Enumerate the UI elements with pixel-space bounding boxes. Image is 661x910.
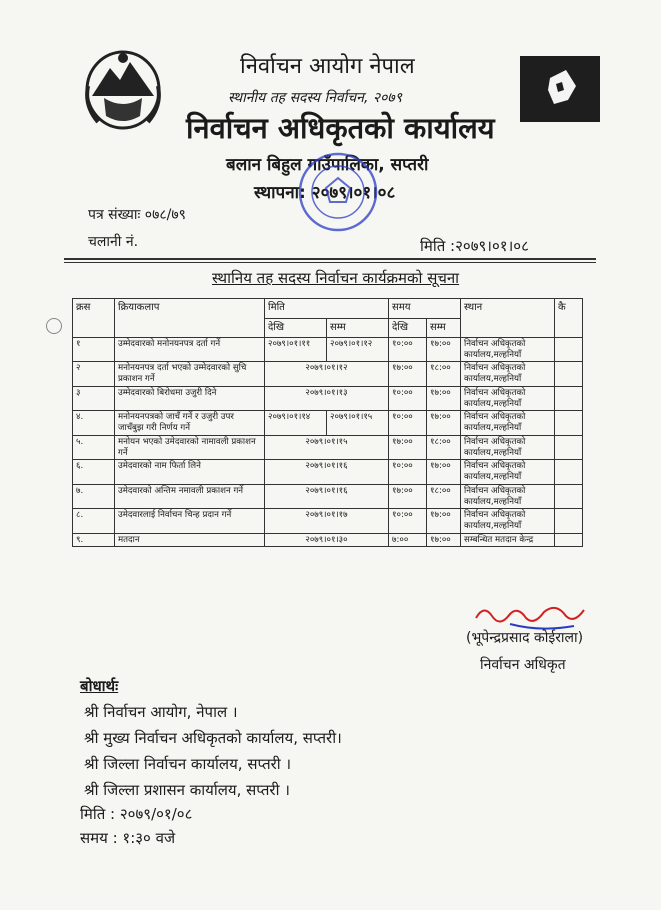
cell-place: निर्वाचन अधिकृतको कार्यालय,मल्हनियाँ [461, 460, 555, 484]
table-row [73, 411, 583, 435]
punch-hole-icon [46, 318, 62, 334]
established-date: स्थापना: २०७९।०१।०८ [254, 183, 396, 203]
divider [64, 262, 596, 263]
cell-sn: ४. [73, 411, 115, 435]
cell-date: २०७९।०१।१३ [265, 386, 389, 410]
col-activity: क्रियाकलाप [115, 299, 265, 338]
cell-sn: ६. [73, 460, 115, 484]
col-remarks: कै [555, 299, 583, 338]
cell-sn: ८. [73, 509, 115, 533]
cell-activity: मनोनयनपत्र दर्ता भएको उम्मेदवारको सुचि प्रकाशन गर्ने [115, 362, 265, 386]
cell-remarks [555, 338, 583, 362]
cell-sn: ९. [73, 533, 115, 547]
table-row [73, 484, 583, 508]
cell-place: निर्वाचन अधिकृतको कार्यालय,मल्हनियाँ [461, 386, 555, 410]
cc-recipient: श्री जिल्ला निर्वाचन कार्यालय, सप्तरी । [84, 755, 292, 773]
election-name: स्थानीय तह सदस्य निर्वाचन, २०७९ [228, 90, 402, 106]
cell-time-to: १७:०० [427, 411, 461, 435]
office-stamp [296, 150, 380, 234]
cell-time-from: १७:०० [389, 435, 427, 459]
cell-activity: उमेदवारको नाम फिर्ता लिने [115, 460, 265, 484]
cell-time-to: १७:०० [427, 533, 461, 547]
cell-date: २०७९।०१।१६ [265, 484, 389, 508]
col-place: स्थान [461, 299, 555, 338]
table-row [73, 509, 583, 533]
col-time-from: देखि [389, 318, 427, 338]
cell-remarks [555, 509, 583, 533]
col-time: समय [389, 299, 461, 319]
notice-title: स्थानिय तह सदस्य निर्वाचन कार्यक्रमको सूचना [212, 269, 460, 287]
cell-activity: उम्मेदवारको मनोनयनपत्र दर्ता गर्ने [115, 338, 265, 362]
table-row [73, 338, 583, 362]
cell-time-to: १८:०० [427, 435, 461, 459]
election-logo-icon [520, 56, 600, 122]
table-row [73, 386, 583, 410]
letter-date: मिति :२०७९।०१।०८ [420, 237, 529, 255]
table-row [73, 460, 583, 484]
cell-place: निर्वाचन अधिकृतको कार्यालय,मल्हनियाँ [461, 411, 555, 435]
cell-time-from: १७:०० [389, 484, 427, 508]
cell-sn: १ [73, 338, 115, 362]
cell-date-to: २०७९।०१।१५ [327, 411, 389, 435]
cell-time-to: १७:०० [427, 509, 461, 533]
cell-time-to: १८:०० [427, 362, 461, 386]
dispatch-number: चलानी नं. [88, 234, 139, 250]
cc-time: समय : १:३० वजे [80, 829, 176, 847]
table-header-row [73, 299, 583, 319]
cell-activity: मनोनयनपत्रको जाचँ गर्ने र उजुरी उपर जाचँबुझ गरी निर्णय गर्ने [115, 411, 265, 435]
cell-date-to: २०७९।०१।१२ [327, 338, 389, 362]
cell-remarks [555, 362, 583, 386]
cell-activity: उमेदवारलाई निर्वाचन चिन्ह प्रदान गर्ने [115, 509, 265, 533]
cell-remarks [555, 484, 583, 508]
cell-time-from: १०:०० [389, 509, 427, 533]
cell-remarks [555, 460, 583, 484]
cell-remarks [555, 435, 583, 459]
col-date-from: देखि [265, 318, 327, 338]
cell-date-from: २०७९।०१।१४ [265, 411, 327, 435]
signatory-title: निर्वाचन अधिकृत [480, 657, 566, 673]
cell-remarks [555, 386, 583, 410]
office-location: बलान बिहुल गाउँपालिका, सप्तरी [226, 155, 429, 175]
cc-recipient: श्री जिल्ला प्रशासन कार्यालय, सप्तरी । [84, 781, 290, 799]
table-row [73, 362, 583, 386]
col-time-to: सम्म [427, 318, 461, 338]
cell-remarks [555, 411, 583, 435]
cell-activity: मतदान [115, 533, 265, 547]
table-row [73, 533, 583, 547]
cc-date: मिति : २०७९/०१/०८ [80, 805, 193, 823]
cell-date: २०७९।०१।३० [265, 533, 389, 547]
schedule-body [73, 338, 583, 547]
cell-time-from: १०:०० [389, 411, 427, 435]
cell-sn: ३ [73, 386, 115, 410]
cc-recipient: श्री निर्वाचन आयोग, नेपाल । [84, 703, 238, 721]
cell-time-from: १०:०० [389, 338, 427, 362]
cell-place: निर्वाचन अधिकृतको कार्यालय,मल्हनियाँ [461, 509, 555, 533]
cell-time-to: १७:०० [427, 338, 461, 362]
cell-time-from: ७:०० [389, 533, 427, 547]
cell-place: निर्वाचन अधिकृतको कार्यालय,मल्हनियाँ [461, 484, 555, 508]
cell-time-to: १७:०० [427, 386, 461, 410]
col-date-to: सम्म [327, 318, 389, 338]
cell-date: २०७९।०१।१७ [265, 509, 389, 533]
cell-activity: उम्मेदवारको बिरोधमा उजुरी दिने [115, 386, 265, 410]
cell-sn: ५. [73, 435, 115, 459]
col-sn: क्रस [73, 299, 115, 338]
cell-date: २०७९।०१।१२ [265, 362, 389, 386]
cell-place: सम्बन्धित मतदान केन्द्र [461, 533, 555, 547]
cell-time-from: १०:०० [389, 460, 427, 484]
cell-date: २०७९।०१।१५ [265, 435, 389, 459]
cell-time-to: १७:०० [427, 460, 461, 484]
office-name: निर्वाचन अधिकृतको कार्यालय [186, 111, 495, 145]
cc-recipient: श्री मुख्य निर्वाचन अधिकृतको कार्यालय, सप्तरी। [84, 729, 342, 747]
divider [64, 258, 596, 260]
org-name: निर्वाचन आयोग नेपाल [240, 54, 415, 79]
letter-number: पत्र संख्याः ०७८/७९ [88, 207, 186, 223]
cell-place: निर्वाचन अधिकृतको कार्यालय,मल्हनियाँ [461, 338, 555, 362]
col-date: मिति [265, 299, 389, 319]
cell-time-to: १८:०० [427, 484, 461, 508]
cell-remarks [555, 533, 583, 547]
cell-activity: उमेदवारको अन्तिम नमावली प्रकाशन गर्ने [115, 484, 265, 508]
signatory-name: (भूपेन्द्रप्रसाद कोईराला) [466, 630, 584, 646]
cell-activity: मनोयन भएको उमेदवारको नामावली प्रकाशन गर्ने [115, 435, 265, 459]
cell-date: २०७९।०१।१६ [265, 460, 389, 484]
cell-time-from: १०:०० [389, 386, 427, 410]
cell-sn: २ [73, 362, 115, 386]
cell-place: निर्वाचन अधिकृतको कार्यालय,मल्हनियाँ [461, 362, 555, 386]
schedule-table [72, 298, 583, 547]
cc-heading: बोधार्थः [80, 677, 119, 695]
cell-date-from: २०७९।०१।११ [265, 338, 327, 362]
nepal-emblem-icon [82, 46, 164, 132]
cell-place: निर्वाचन अधिकृतको कार्यालय,मल्हनियाँ [461, 435, 555, 459]
cell-sn: ७. [73, 484, 115, 508]
cell-time-from: १७:०० [389, 362, 427, 386]
table-row [73, 435, 583, 459]
